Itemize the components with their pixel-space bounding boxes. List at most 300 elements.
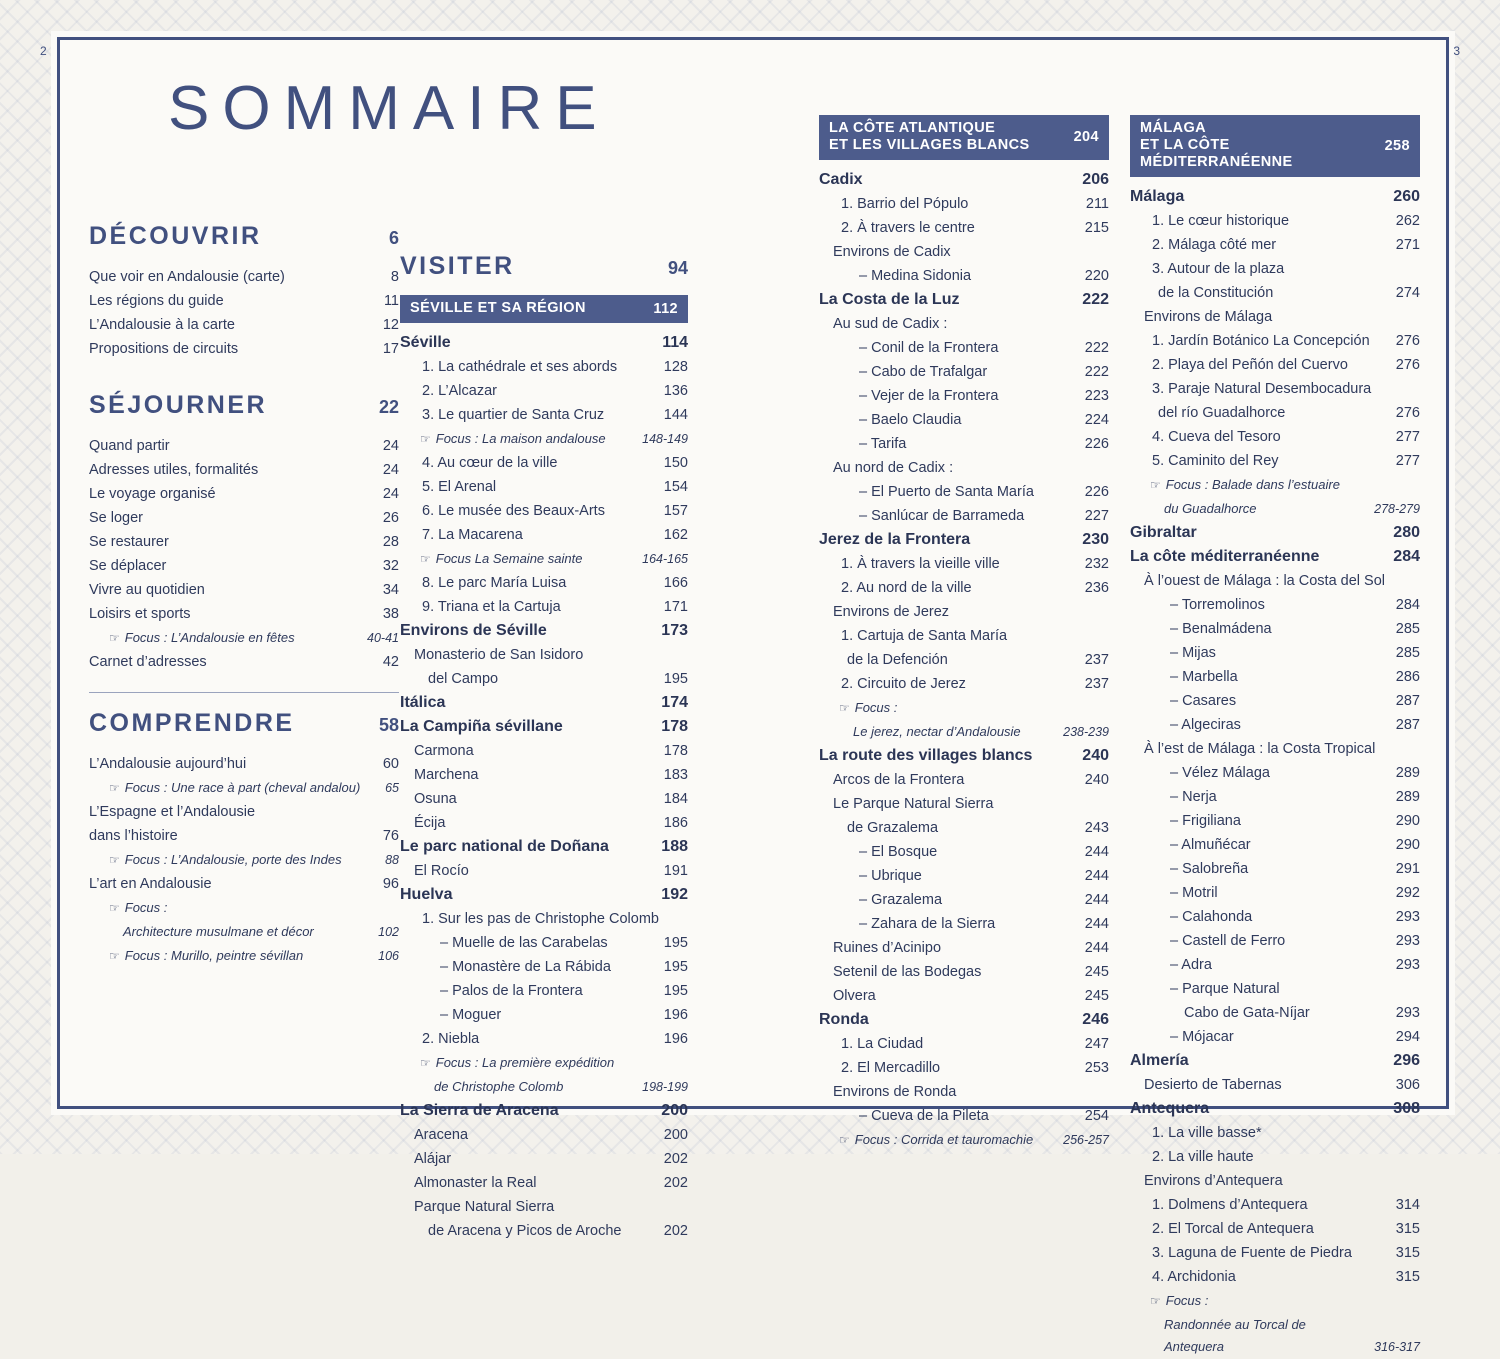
toc-section-heading-visiter[interactable] <box>400 252 688 281</box>
toc-entry[interactable] <box>400 859 688 883</box>
toc-entry[interactable] <box>400 691 688 715</box>
toc-entry-page: 114 <box>662 334 688 351</box>
toc-entry[interactable] <box>1130 953 1420 977</box>
toc-entry[interactable] <box>819 384 1109 408</box>
toc-entry[interactable] <box>1130 737 1420 761</box>
toc-entry-label: El Rocío <box>414 863 469 879</box>
toc-entry-label: Au sud de Cadix : <box>833 316 948 332</box>
toc-entry[interactable] <box>1130 857 1420 881</box>
toc-entry-label: – Castell de Ferro <box>1170 933 1286 949</box>
toc-entry[interactable] <box>819 408 1109 432</box>
toc-entry[interactable] <box>400 1099 688 1123</box>
toc-entry-page: 65 <box>385 781 399 795</box>
toc-entry[interactable] <box>400 547 688 571</box>
toc-entry-page: 276 <box>1395 405 1420 421</box>
toc-entry[interactable] <box>400 715 688 739</box>
toc-entry-page: 240 <box>1084 772 1109 788</box>
toc-entry-label: – Cabo de Trafalgar <box>859 364 988 380</box>
toc-entry[interactable] <box>819 696 1109 720</box>
toc-entry[interactable] <box>1130 929 1420 953</box>
pointing-hand-icon: ☞ <box>109 631 120 645</box>
toc-entry[interactable] <box>89 265 399 289</box>
toc-entry-label: du Guadalhorce <box>1164 501 1257 516</box>
toc-entry-page: 88 <box>385 853 399 867</box>
toc-entry-label: Adresses utiles, formalités <box>89 462 259 478</box>
toc-section-heading-page: 6 <box>388 228 399 248</box>
toc-entry[interactable] <box>1130 1313 1420 1359</box>
toc-entry[interactable] <box>1130 473 1420 497</box>
toc-entry[interactable] <box>1130 1073 1420 1097</box>
toc-entry-label: Osuna <box>414 791 457 807</box>
toc-entry-page: 196 <box>663 1007 688 1023</box>
region-banner-page: 258 <box>1384 137 1410 154</box>
toc-entry[interactable] <box>89 578 399 602</box>
toc-entry[interactable] <box>819 552 1109 576</box>
toc-entry[interactable] <box>819 864 1109 888</box>
toc-entry[interactable] <box>400 667 688 691</box>
toc-entry[interactable] <box>1130 1001 1420 1025</box>
toc-entry-page: 202 <box>663 1223 688 1239</box>
folio-left: 2 <box>40 44 47 58</box>
toc-entry-label: La Costa de la Luz <box>819 291 960 308</box>
toc-entry[interactable] <box>819 456 1109 480</box>
toc-entry[interactable] <box>1130 761 1420 785</box>
toc-entry[interactable] <box>89 434 399 458</box>
toc-entry-page: 308 <box>1393 1100 1420 1117</box>
toc-entry[interactable] <box>1130 1097 1420 1121</box>
toc-entry-label: Focus : Corrida et tauromachie <box>854 1132 1034 1147</box>
toc-entry-label: – Sanlúcar de Barrameda <box>859 508 1025 524</box>
page-title: SOMMAIRE <box>168 74 610 143</box>
toc-entry[interactable] <box>1130 305 1420 329</box>
toc-entry[interactable] <box>819 816 1109 840</box>
toc-entry-label: Le parc national de Doñana <box>400 838 609 855</box>
toc-entry[interactable] <box>400 1051 688 1075</box>
toc-entry[interactable] <box>819 240 1109 264</box>
toc-entry[interactable] <box>819 744 1109 768</box>
toc-entry[interactable] <box>1130 233 1420 257</box>
toc-entry-label: Randonnée au Torcal de Antequera <box>1164 1317 1306 1354</box>
toc-entry[interactable] <box>89 776 399 800</box>
toc-entry-label: – Algeciras <box>1170 717 1241 733</box>
toc-entry-label: 2. Au nord de la ville <box>841 580 972 596</box>
region-banner-atlantic[interactable] <box>819 115 1109 160</box>
toc-entry-page: 256-257 <box>1063 1133 1109 1147</box>
toc-entry-page: 28 <box>382 534 399 550</box>
toc-entry[interactable] <box>1130 905 1420 929</box>
toc-section-heading[interactable] <box>89 391 399 420</box>
toc-entry[interactable] <box>819 264 1109 288</box>
toc-entry-page: 24 <box>382 486 399 502</box>
toc-entry-page: 244 <box>1084 916 1109 932</box>
toc-entry[interactable] <box>1130 713 1420 737</box>
toc-entry[interactable] <box>1130 497 1420 521</box>
toc-entry[interactable] <box>1130 833 1420 857</box>
toc-entry[interactable] <box>400 979 688 1003</box>
toc-entry-page: 200 <box>663 1127 688 1143</box>
toc-entry-label: – Torremolinos <box>1170 597 1265 613</box>
toc-entry[interactable] <box>400 787 688 811</box>
toc-entry[interactable] <box>400 955 688 979</box>
toc-entry-label: 1. Barrio del Pópulo <box>841 196 969 212</box>
toc-entry-label: de la Constitución <box>1158 285 1274 301</box>
toc-entry[interactable] <box>400 883 688 907</box>
toc-entry-label: 1. La ville basse* <box>1152 1125 1262 1141</box>
toc-entry[interactable] <box>1130 521 1420 545</box>
toc-entry-page: 274 <box>1395 285 1420 301</box>
toc-entry-label: Que voir en Andalousie (carte) <box>89 269 285 285</box>
toc-entry[interactable] <box>1130 1289 1420 1313</box>
toc-entry[interactable] <box>819 1056 1109 1080</box>
toc-entry[interactable] <box>1130 641 1420 665</box>
toc-entry[interactable] <box>819 528 1109 552</box>
toc-entry-page: 290 <box>1395 813 1420 829</box>
toc-entry[interactable] <box>1130 545 1420 569</box>
toc-entry[interactable] <box>89 530 399 554</box>
toc-entry-label: L’Andalousie aujourd’hui <box>89 756 247 772</box>
toc-entry[interactable] <box>819 216 1109 240</box>
toc-entry-label: 2. La ville haute <box>1152 1149 1254 1165</box>
toc-entry[interactable] <box>400 1123 688 1147</box>
toc-entry-page: 178 <box>661 718 688 735</box>
toc-entry-label: – Parque Natural <box>1170 981 1280 997</box>
toc-entry-label: – Vélez Málaga <box>1170 765 1270 781</box>
toc-entry-label: de la Defención <box>847 652 948 668</box>
toc-entry[interactable] <box>1130 185 1420 209</box>
toc-entry-page: 290 <box>1395 837 1420 853</box>
toc-entry[interactable] <box>89 506 399 530</box>
toc-entry-page: 294 <box>1395 1029 1420 1045</box>
toc-entry[interactable] <box>819 1128 1109 1152</box>
toc-entry-label: 1. Sur les pas de Christophe Colomb <box>422 911 659 927</box>
toc-entry[interactable] <box>819 576 1109 600</box>
toc-entry-page: 195 <box>663 983 688 999</box>
toc-entry-label: Le jerez, nectar d’Andalousie <box>853 724 1021 739</box>
toc-entry-label: Antequera <box>1130 1100 1210 1117</box>
pointing-hand-icon: ☞ <box>839 1133 850 1147</box>
toc-entry-page: 136 <box>663 383 688 399</box>
toc-entry[interactable] <box>400 1195 688 1219</box>
toc-entry-label: 2. À travers le centre <box>841 220 975 236</box>
toc-entry[interactable] <box>819 936 1109 960</box>
toc-entry[interactable] <box>1130 449 1420 473</box>
toc-entry[interactable] <box>400 355 688 379</box>
toc-entry-page: 315 <box>1395 1269 1420 1285</box>
toc-entry[interactable] <box>400 379 688 403</box>
toc-entry[interactable] <box>819 888 1109 912</box>
toc-entry[interactable] <box>89 872 399 896</box>
toc-entry-page: 247 <box>1084 1036 1109 1052</box>
toc-entry-label: Alájar <box>414 1151 452 1167</box>
toc-entry[interactable] <box>819 192 1109 216</box>
toc-entry-label: – Baelo Claudia <box>859 412 962 428</box>
toc-section-heading[interactable] <box>89 709 399 738</box>
toc-entry-page: 183 <box>663 767 688 783</box>
toc-entry[interactable] <box>1130 209 1420 233</box>
toc-entry-label: Focus : <box>1165 1293 1209 1308</box>
toc-entry-page: 276 <box>1395 357 1420 373</box>
toc-entry-label: 2. Playa del Peñón del Cuervo <box>1152 357 1348 373</box>
toc-entry[interactable] <box>400 835 688 859</box>
toc-entry[interactable] <box>1130 569 1420 593</box>
toc-entry-page: 34 <box>382 582 399 598</box>
toc-entry[interactable] <box>400 427 688 451</box>
toc-entry-label: Environs de Séville <box>400 622 547 639</box>
toc-entry-label: Olvera <box>833 988 876 1004</box>
toc-entry[interactable] <box>1130 1217 1420 1241</box>
toc-entry-label: – Conil de la Frontera <box>859 340 999 356</box>
toc-entry[interactable] <box>89 752 399 776</box>
toc-entry-label: 3. Autour de la plaza <box>1152 261 1285 277</box>
toc-entry[interactable] <box>1130 353 1420 377</box>
toc-entry[interactable] <box>400 1075 688 1099</box>
toc-entry[interactable] <box>1130 665 1420 689</box>
toc-entry-page: 293 <box>1395 957 1420 973</box>
toc-entry[interactable] <box>89 626 399 650</box>
toc-entry[interactable] <box>819 1104 1109 1128</box>
toc-entry-label: – Monastère de La Rábida <box>440 959 611 975</box>
toc-entry[interactable] <box>819 792 1109 816</box>
toc-entry[interactable] <box>819 768 1109 792</box>
toc-entry[interactable] <box>819 312 1109 336</box>
toc-entry-page: 76 <box>382 828 399 844</box>
toc-entry-label: – El Puerto de Santa María <box>859 484 1034 500</box>
pointing-hand-icon: ☞ <box>109 781 120 795</box>
toc-entry[interactable] <box>819 672 1109 696</box>
toc-entry[interactable] <box>1130 329 1420 353</box>
toc-entry[interactable] <box>89 313 399 337</box>
toc-section-heading-label: SÉJOURNER <box>89 391 268 419</box>
toc-entry-page: 287 <box>1395 717 1420 733</box>
toc-entry[interactable] <box>400 811 688 835</box>
pointing-hand-icon: ☞ <box>1150 1294 1161 1308</box>
toc-entry[interactable] <box>819 912 1109 936</box>
toc-entry[interactable] <box>89 896 399 920</box>
toc-entry[interactable] <box>819 960 1109 984</box>
region-banner-line1: LA CÔTE ATLANTIQUE <box>829 120 996 136</box>
toc-entry-page: 198-199 <box>642 1080 688 1094</box>
toc-entry-page: 296 <box>1393 1052 1420 1069</box>
column-atlantic-coast <box>819 115 1109 1152</box>
toc-entry[interactable] <box>819 720 1109 744</box>
toc-entry-page: 262 <box>1395 213 1420 229</box>
toc-entry[interactable] <box>1130 1169 1420 1193</box>
toc-entry[interactable] <box>400 1147 688 1171</box>
toc-entry[interactable] <box>400 451 688 475</box>
toc-entry[interactable] <box>400 475 688 499</box>
toc-entry[interactable] <box>819 432 1109 456</box>
toc-entry[interactable] <box>400 331 688 355</box>
toc-entry[interactable] <box>1130 1265 1420 1289</box>
toc-entry[interactable] <box>1130 425 1420 449</box>
toc-entry-page: 253 <box>1084 1060 1109 1076</box>
toc-entry-label: – Tarifa <box>859 436 907 452</box>
toc-entry-label: de Christophe Colomb <box>434 1079 564 1094</box>
toc-section-heading-page: 22 <box>378 397 399 417</box>
toc-entry-label: – Moguer <box>440 1007 502 1023</box>
toc-entry[interactable] <box>400 619 688 643</box>
toc-entry[interactable] <box>819 984 1109 1008</box>
toc-section-heading-label: COMPRENDRE <box>89 709 295 737</box>
toc-entry[interactable] <box>1130 785 1420 809</box>
toc-entry-page: 148-149 <box>642 432 688 446</box>
toc-entry[interactable] <box>1130 1121 1420 1145</box>
toc-entry-label: – Frigiliana <box>1170 813 1241 829</box>
toc-entry-page: 277 <box>1395 429 1420 445</box>
toc-entry[interactable] <box>1130 1145 1420 1169</box>
toc-entry[interactable] <box>89 920 399 944</box>
toc-entry-label: Focus : <box>854 700 898 715</box>
toc-entry-label: dans l’histoire <box>89 828 178 844</box>
toc-entry-label: Cabo de Gata-Níjar <box>1184 1005 1310 1021</box>
toc-entry[interactable] <box>819 504 1109 528</box>
toc-entry-label: L’art en Andalousie <box>89 876 212 892</box>
toc-entry-label: La Campiña sévillane <box>400 718 563 735</box>
toc-entry-label: – Medina Sidonia <box>859 268 972 284</box>
column-visit <box>400 252 688 1243</box>
toc-entry-page: 42 <box>382 654 399 670</box>
toc-entry[interactable] <box>819 1032 1109 1056</box>
toc-entry[interactable] <box>819 1080 1109 1104</box>
toc-entry-label: L’Andalousie à la carte <box>89 317 235 333</box>
toc-entry[interactable] <box>400 403 688 427</box>
toc-entry-page: 245 <box>1084 964 1109 980</box>
toc-entry[interactable] <box>1130 1025 1420 1049</box>
toc-entry[interactable] <box>1130 689 1420 713</box>
toc-entry[interactable] <box>400 739 688 763</box>
toc-entry[interactable] <box>89 650 399 674</box>
toc-entry[interactable] <box>400 763 688 787</box>
toc-entry[interactable] <box>819 624 1109 648</box>
toc-entry[interactable] <box>819 168 1109 192</box>
toc-entry-page: 222 <box>1082 291 1109 308</box>
toc-entry-page: 202 <box>663 1151 688 1167</box>
toc-entry-label: Parque Natural Sierra <box>414 1199 555 1215</box>
toc-entry-page: 220 <box>1084 268 1109 284</box>
toc-entry-page: 195 <box>663 959 688 975</box>
toc-entry-page: 306 <box>1395 1077 1420 1093</box>
toc-entry[interactable] <box>1130 593 1420 617</box>
toc-entry[interactable] <box>1130 1193 1420 1217</box>
toc-entry-label: Ronda <box>819 1011 869 1028</box>
toc-entry-label: Environs de Málaga <box>1144 309 1273 325</box>
toc-entry[interactable] <box>819 600 1109 624</box>
toc-entry[interactable] <box>819 360 1109 384</box>
toc-entry[interactable] <box>1130 281 1420 305</box>
toc-entry-label: 1. Cartuja de Santa María <box>841 628 1008 644</box>
toc-entry-page: 289 <box>1395 765 1420 781</box>
spacer <box>89 361 399 391</box>
toc-entry-page: 284 <box>1393 548 1420 565</box>
toc-entry-label: Desierto de Tabernas <box>1144 1077 1282 1093</box>
toc-entry[interactable] <box>400 907 688 931</box>
toc-entry[interactable] <box>400 523 688 547</box>
toc-entry[interactable] <box>819 288 1109 312</box>
toc-entry[interactable] <box>89 800 399 824</box>
toc-entry-page: 238-239 <box>1063 725 1109 739</box>
toc-entry[interactable] <box>400 931 688 955</box>
toc-entry-page: 162 <box>663 527 688 543</box>
toc-entry-label: Carnet d’adresses <box>89 654 207 670</box>
toc-entry-label: 2. El Torcal de Antequera <box>1152 1221 1314 1237</box>
toc-entry[interactable] <box>89 289 399 313</box>
toc-entry-label: – Zahara de la Sierra <box>859 916 996 932</box>
toc-entry-page: 315 <box>1395 1221 1420 1237</box>
toc-entry-page: 230 <box>1082 531 1109 548</box>
toc-entry-page: 315 <box>1395 1245 1420 1261</box>
toc-section-heading[interactable] <box>89 222 399 251</box>
toc-entry[interactable] <box>89 848 399 872</box>
toc-entry[interactable] <box>819 840 1109 864</box>
toc-entry[interactable] <box>89 482 399 506</box>
toc-entry[interactable] <box>400 1171 688 1195</box>
toc-entry[interactable] <box>1130 809 1420 833</box>
toc-entry[interactable] <box>89 554 399 578</box>
toc-entry-label: de Aracena y Picos de Aroche <box>428 1223 622 1239</box>
toc-entry[interactable] <box>1130 1049 1420 1073</box>
toc-entry-page: 244 <box>1084 892 1109 908</box>
toc-entry[interactable] <box>400 1003 688 1027</box>
toc-entry-page: 106 <box>378 949 399 963</box>
toc-entry[interactable] <box>89 602 399 626</box>
toc-entry[interactable] <box>1130 617 1420 641</box>
toc-entry[interactable] <box>819 336 1109 360</box>
toc-entry-label: 6. Le musée des Beaux-Arts <box>422 503 605 519</box>
toc-entry[interactable] <box>1130 881 1420 905</box>
toc-entry[interactable] <box>819 1008 1109 1032</box>
toc-entry[interactable] <box>819 648 1109 672</box>
region-banner-seville[interactable] <box>400 295 688 323</box>
toc-entry[interactable] <box>1130 401 1420 425</box>
toc-entry[interactable] <box>400 571 688 595</box>
toc-entry-label: Les régions du guide <box>89 293 224 309</box>
toc-entry-label: Environs de Ronda <box>833 1084 957 1100</box>
toc-entry-page: 246 <box>1082 1011 1109 1028</box>
toc-entry[interactable] <box>89 458 399 482</box>
toc-section-heading-label: DÉCOUVRIR <box>89 222 262 250</box>
region-banner-malaga[interactable] <box>1130 115 1420 177</box>
toc-entry-page: 26 <box>382 510 399 526</box>
folio-right: 3 <box>1453 44 1460 58</box>
toc-entry-label: Se loger <box>89 510 144 526</box>
toc-entry[interactable] <box>1130 977 1420 1001</box>
toc-entry-label: Loisirs et sports <box>89 606 191 622</box>
toc-entry[interactable] <box>400 1027 688 1051</box>
toc-entry-label: Focus : Une race à part (cheval andalou) <box>124 780 361 795</box>
toc-entry-page: 254 <box>1084 1108 1109 1124</box>
toc-entry[interactable] <box>89 944 399 968</box>
toc-entry[interactable] <box>89 337 399 361</box>
toc-entry[interactable] <box>400 643 688 667</box>
toc-entry-page: 236 <box>1084 580 1109 596</box>
toc-entry[interactable] <box>1130 377 1420 401</box>
toc-entry-page: 224 <box>1084 412 1109 428</box>
toc-entry-label: 5. El Arenal <box>422 479 497 495</box>
region-banner-page: 204 <box>1073 129 1099 145</box>
toc-entry-page: 227 <box>1084 508 1109 524</box>
region-banner-label <box>829 120 1030 154</box>
toc-entry[interactable] <box>400 1219 688 1243</box>
toc-entry[interactable] <box>1130 257 1420 281</box>
toc-entry[interactable] <box>400 499 688 523</box>
toc-entry-label: 2. Málaga côté mer <box>1152 237 1277 253</box>
toc-section-heading-label: VISITER <box>400 252 515 280</box>
toc-entry[interactable] <box>89 824 399 848</box>
toc-entry[interactable] <box>1130 1241 1420 1265</box>
toc-entry[interactable] <box>819 480 1109 504</box>
toc-entry[interactable] <box>400 595 688 619</box>
toc-entry-page: 222 <box>1084 364 1109 380</box>
